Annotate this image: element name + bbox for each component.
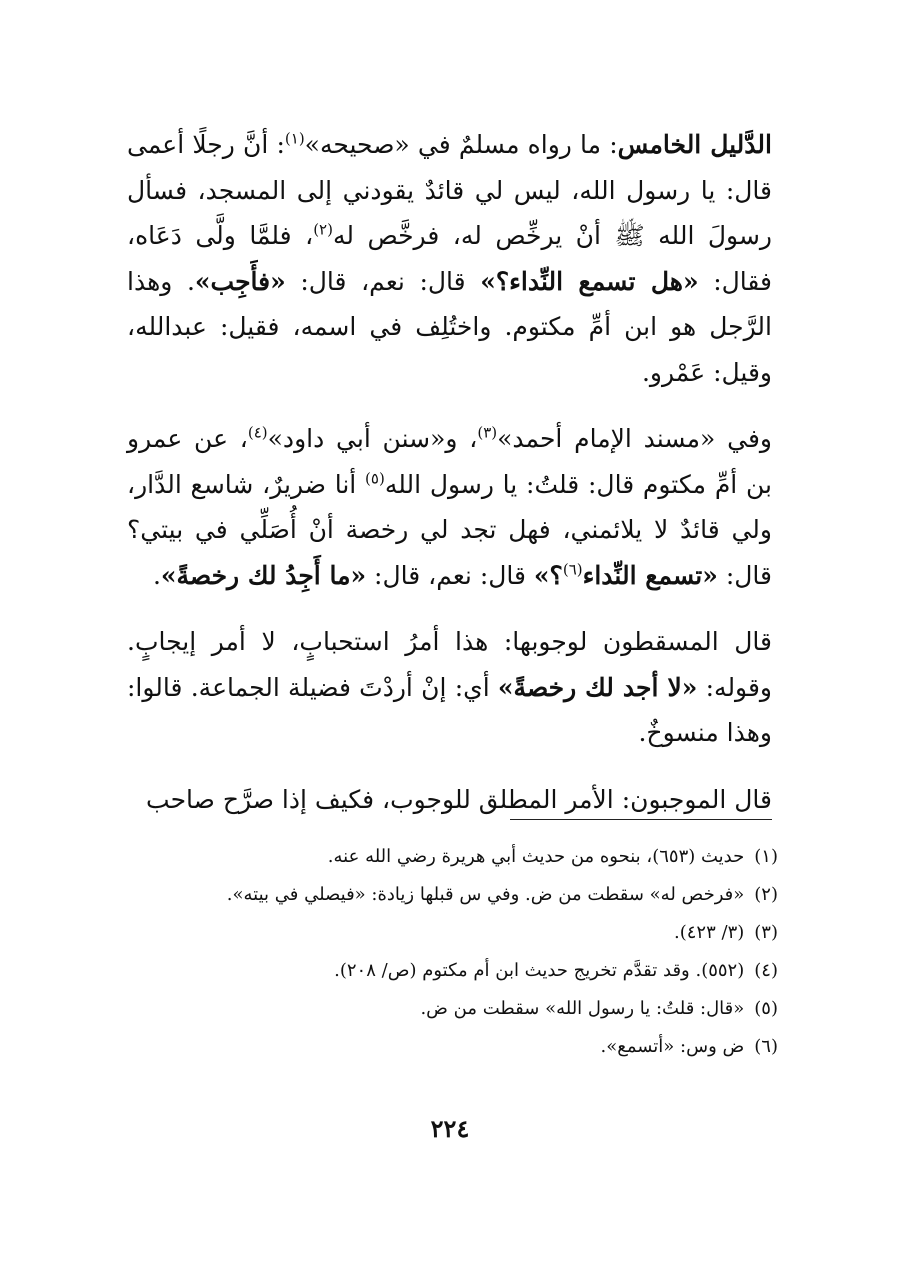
- text-run: قال: نعم، قال:: [285, 266, 481, 296]
- text-run: . وهذا الرَّجل هو ابن أمِّ مكتوم. واختُلِف في اسمه، فقيل: عبدالله، وقيل: عَمْرو.: [127, 266, 772, 387]
- hadith-quote: «ما أَجِدُ لك رخصةً»: [160, 560, 367, 590]
- text-run: أنا ضريرٌ، شاسع الدَّار، ولي قائدٌ لا يلائمني، فهل تجد لي رخصة أنْ أُصَلِّي في بيتي؟ قال:: [127, 469, 772, 590]
- footnote-ref-4[interactable]: (٤): [247, 423, 268, 442]
- text-run: : ما رواه مسلمٌ في «صحيحه»: [304, 130, 618, 159]
- footnote-text: (٥٥٢). وقد تقدَّم تخريج حديث ابن أم مكتوم (ص/ ٢٠٨).: [334, 960, 745, 981]
- hadith-quote: «تسمع النِّداء: [582, 560, 718, 590]
- main-text: [127, 122, 772, 822]
- footnote-number: (٥): [754, 998, 778, 1019]
- footnote-ref-2[interactable]: (٢): [313, 220, 333, 239]
- footnote-ref-1[interactable]: (١): [284, 129, 305, 148]
- text-run: ، عن عمرو بن أمِّ مكتوم قال: قلتُ: يا رسول الله: [127, 424, 772, 499]
- text-run: ، و«سنن أبي داود»: [267, 424, 478, 453]
- text-run: قال: نعم، قال:: [366, 560, 534, 590]
- footnote-text: (٣/ ٤٢٣).: [674, 922, 745, 943]
- paragraph-4: [127, 777, 772, 823]
- footnote-number: (٦): [754, 1036, 778, 1057]
- hadith-quote: «فأَجِب»: [194, 266, 286, 296]
- hadith-quote: «هل تسمع النِّداء؟»: [480, 266, 699, 296]
- footnote-number: (٣): [754, 922, 778, 943]
- hadith-quote: «لا أجد لك رخصةً»: [497, 672, 698, 702]
- footnote-3: [128, 914, 778, 952]
- text-run: قال الموجبون: الأمر المطلق للوجوب، فكيف إذا صرَّح صاحب: [146, 784, 772, 814]
- footnote-ref-6[interactable]: (٦): [562, 560, 583, 579]
- hadith-quote-end: ؟»: [533, 560, 563, 590]
- text-run: ، فلمَّا ولَّى دَعَاه، فقال:: [127, 221, 772, 296]
- footnote-number: (٢): [754, 884, 778, 905]
- footnote-6: [128, 1028, 778, 1066]
- footnote-text: ض وس: «أتسمع».: [600, 1036, 745, 1057]
- footnote-1: [128, 838, 778, 876]
- footnote-text: «فرخص له» سقطت من ض. وفي س قبلها زيادة: «فيصلي في بيته».: [226, 884, 745, 905]
- footnote-ref-5[interactable]: (٥): [365, 469, 385, 488]
- text-run: وفي «مسند الإمام أحمد»: [497, 424, 772, 453]
- text-run: : أنَّ رجلًا أعمى قال: يا رسول الله، ليس لي قائدٌ يقودني إلى المسجد، فسأل رسولَ الله ﷺ أنْ يرخِّص له، فرخَّص له: [127, 130, 772, 250]
- paragraph-2: [127, 416, 772, 598]
- footnote-5: [128, 990, 778, 1028]
- paragraph-3: [127, 619, 772, 756]
- page-number: ٢٢٤: [430, 1114, 470, 1143]
- footnote-separator: [510, 819, 772, 820]
- footnote-ref-3[interactable]: (٣): [477, 423, 498, 442]
- text-run: أي: إنْ أردْتَ فضيلة الجماعة. قالوا: وهذا منسوخٌ.: [127, 672, 772, 747]
- footnotes: [128, 838, 778, 1066]
- footnote-text: حديث (٦٥٣)، بنحوه من حديث أبي هريرة رضي الله عنه.: [327, 846, 745, 867]
- footnote-2: [128, 876, 778, 914]
- footnote-number: (١): [754, 846, 778, 867]
- paragraph-1: [127, 122, 772, 395]
- text-run: .: [152, 560, 161, 590]
- footnote-4: [128, 952, 778, 990]
- text-run: قال المسقطون لوجوبها: هذا أمرُ استحبابٍ، لا أمر إيجابٍ. وقوله:: [127, 627, 772, 702]
- footnote-text: «قال: قلتُ: يا رسول الله» سقطت من ض.: [420, 998, 745, 1019]
- section-title: الدَّليل الخامس: [617, 130, 772, 159]
- footnote-number: (٤): [754, 960, 778, 981]
